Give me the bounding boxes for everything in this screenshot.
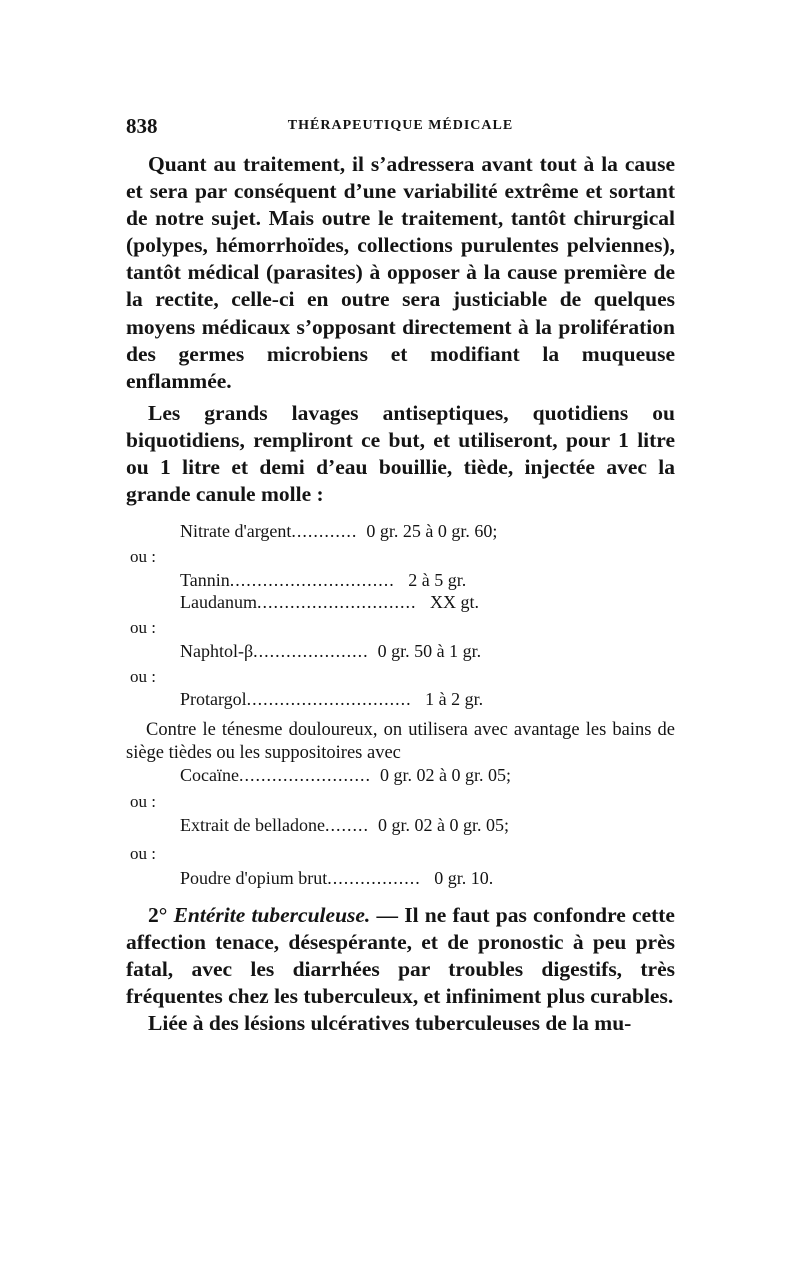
prescription-line: Tannin.............................. 2 à 5 gr.	[180, 570, 467, 590]
prescription-line: Poudre d'opium brut................. 0 gr. 10.	[180, 868, 494, 888]
section-title: Entérite tuberculeuse.	[173, 903, 371, 927]
paragraph-text: Contre le ténesme douloureux, on utilisera avec avantage les bains de siège tièdes ou les suppositoires avec	[126, 720, 675, 763]
prescription-line: Protargol.............................. 1 à 2 gr.	[180, 689, 484, 709]
prescription-line: Extrait de belladone........ 0 gr. 02 à 0 gr. 05;	[180, 815, 509, 835]
section-body: — Il ne faut pas confondre cette affection tenace, désespérante, et de pronostic à peu près fatal, avec les diarrhées par troubles digestifs, très fréquentes chez les tuberculeux, et infiniment plus curables.	[126, 903, 675, 1009]
paragraph-liee	[126, 1010, 675, 1037]
running-title: THÉRAPEUTIQUE MÉDICALE	[287, 118, 514, 133]
prescription-line: Nitrate d'argent............ 0 gr. 25 à 0 gr. 60;	[180, 521, 498, 541]
paragraph-text: Quant au traitement, il s’adressera avant tout à la cause et sera par conséquent d’une variabilité extrême et sortant de notre sujet. Mais outre le traitement, tantôt chirurgical (polypes, hémorrhoïdes, collections purulentes pelviennes), tantôt médical (parasites) à opposer à la cause première de la rectite, celle-ci en outre sera justiciable de quelques moyens médicaux s’opposant directement à la prolifération des germes microbiens et modifiant la muqueuse enflammée.	[126, 152, 675, 393]
ou-label: ou :	[130, 844, 156, 863]
paragraph-lavages	[126, 400, 675, 508]
page-header	[126, 114, 675, 140]
prescription-line: Laudanum............................. XX gt.	[180, 592, 479, 612]
prescription-line: Cocaïne........................ 0 gr. 02 à 0 gr. 05;	[180, 765, 511, 785]
ou-label: ou :	[130, 618, 156, 637]
paragraph-text: Les grands lavages antiseptiques, quotidiens ou biquotidiens, rempliront ce but, et utiliseront, pour 1 litre ou 1 litre et demi d’eau bouillie, tiède, injectée avec la grande canule molle :	[126, 401, 675, 507]
ou-label: ou :	[130, 547, 156, 566]
section-enterite	[126, 902, 675, 1010]
section-number: 2°	[148, 903, 168, 927]
page-number: 838	[126, 114, 158, 138]
prescription-line: Naphtol-β..................... 0 gr. 50 à 1 gr.	[180, 641, 482, 661]
ou-label: ou :	[130, 667, 156, 686]
paragraph-text: Liée à des lésions ulcératives tuberculeuses de la mu-	[148, 1011, 632, 1035]
paragraph-tenesme	[126, 719, 675, 765]
section-text	[126, 902, 675, 1010]
paragraph-treatment	[126, 151, 675, 395]
ou-label: ou :	[130, 792, 156, 811]
